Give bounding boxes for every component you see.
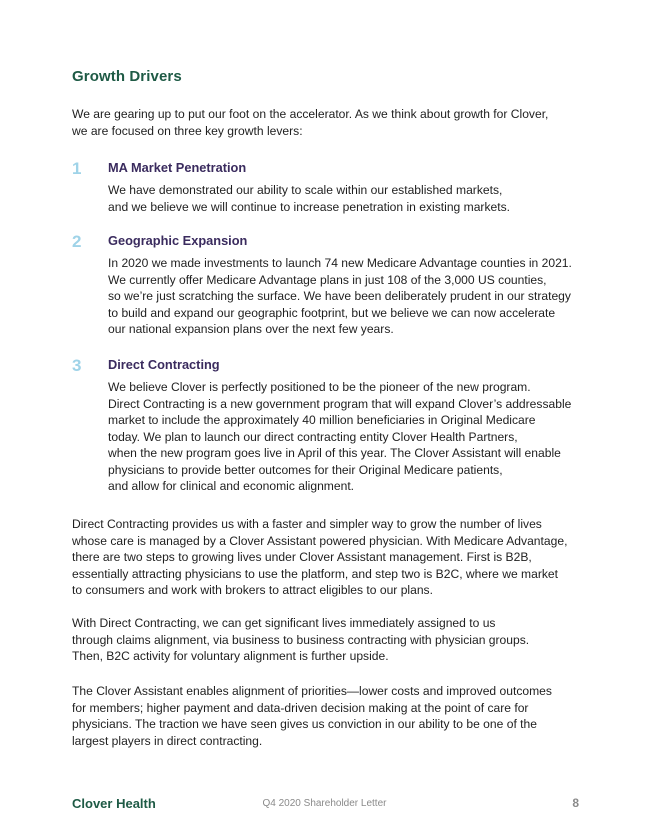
intro-paragraph [72,106,592,139]
paragraph-line: there are two steps to growing lives under Clover Assistant management. First is B2B, [72,550,532,564]
page-number: 8 [572,796,579,810]
lever-heading: MA Market Penetration [108,160,247,175]
paragraph-line: Direct Contracting provides us with a faster and simpler way to grow the number of lives [72,517,542,531]
paragraph-line: essentially attracting physicians to use the platform, and step two is B2C, where we market [72,566,558,581]
paragraph-line: Then, B2C activity for voluntary alignment is further upside. [72,649,389,663]
lever-heading: Geographic Expansion [108,233,248,248]
lever-body-line: We currently offer Medicare Advantage plans in just 108 of the 3,000 US counties, [108,272,547,287]
paragraph-line: With Direct Contracting, we can get significant lives immediately assigned to us [72,616,496,630]
lever-body-line: and allow for clinical and economic alignment. [108,479,355,493]
lever-body-line: so we’re just scratching the surface. We have been deliberately prudent in our strategy [108,289,571,303]
lever-body [108,379,588,495]
lever-number: 3 [72,356,82,375]
lever-body-line: We believe Clover is perfectly positioned to be the pioneer of the new program. [108,380,531,394]
lever-body-line: market to include the approximately 40 million beneficiaries in Original Medicare [108,413,536,427]
section-title: Growth Drivers [72,68,182,85]
paragraph-line: The Clover Assistant enables alignment of priorities—lower costs and improved outcomes [72,684,552,698]
intro-line: we are focused on three key growth levers: [72,123,303,138]
paragraph-line: largest players in direct contracting. [72,733,263,748]
paragraph-line: for members; higher payment and data-driven decision making at the point of care for [72,700,529,715]
clover-health-logo: Clover Health [72,796,156,811]
paragraph-line: to consumers and work with brokers to attract eligibles to our plans. [72,583,433,597]
body-paragraph-1 [72,516,592,599]
paragraph-line: physicians. The traction we have seen gives us conviction in our ability to be one of the [72,717,537,731]
lever-body-line: when the new program goes live in April of this year. The Clover Assistant will enable [108,446,561,460]
lever-body-line: our national expansion plans over the next few years. [108,322,394,336]
lever-number: 2 [72,232,82,251]
lever-body-line: and we believe we will continue to increase penetration in existing markets. [108,199,510,214]
intro-line: We are gearing up to put our foot on the accelerator. As we think about growth for Clover, [72,107,549,121]
lever-body-line: physicians to provide better outcomes for their Original Medicare patients, [108,462,503,477]
lever-body [108,255,588,338]
lever-heading: Direct Contracting [108,357,220,372]
body-paragraph-3 [72,683,592,749]
lever-body-line: today. We plan to launch our direct contracting entity Clover Health Partners, [108,429,518,444]
lever-body-line: to build and expand our geographic footprint, but we believe we can now accelerate [108,305,556,320]
body-paragraph-2 [72,615,592,665]
lever-body-line: In 2020 we made investments to launch 74 new Medicare Advantage counties in 2021. [108,256,572,270]
lever-body-line: Direct Contracting is a new government program that will expand Clover’s addressable [108,396,572,411]
paragraph-line: through claims alignment, via business to business contracting with physician groups. [72,632,530,647]
lever-number: 1 [72,159,82,178]
footer-document-title: Q4 2020 Shareholder Letter [262,798,387,809]
lever-body-line: We have demonstrated our ability to scale within our established markets, [108,183,503,197]
paragraph-line: whose care is managed by a Clover Assistant powered physician. With Medicare Advantage, [72,533,568,548]
lever-body [108,182,588,215]
